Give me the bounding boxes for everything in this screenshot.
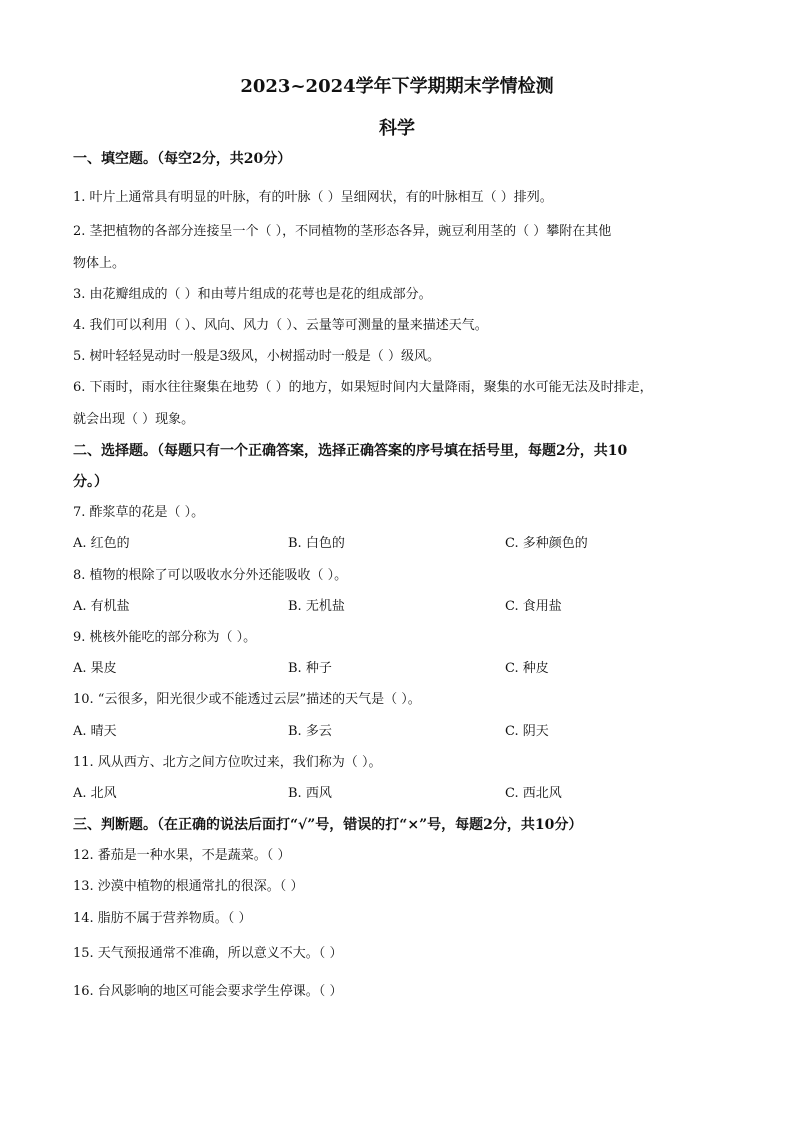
section-heading-multiple-choice-line-1: 二、选择题。（每题只有一个正确答案，选择正确答案的序号填在括号里，每题2分，共10 [73,443,628,459]
question-6-line-1: 6. 下雨时，雨水往往聚集在地势（ ）的地方，如果短时间内大量降雨，聚集的水可能无法及时排走， [73,380,653,395]
question-9-option-b: B. 种子 [288,661,332,676]
question-7: 7. 酢浆草的花是（ ）。 [73,505,205,520]
question-8-option-a: A. 有机盐 [73,599,130,614]
question-12: 12. 番茄是一种水果，不是蔬菜。（ ） [73,848,291,863]
question-13: 13. 沙漠中植物的根通常扎的很深。（ ） [73,879,304,894]
question-4: 4. 我们可以利用（ ）、风向、风力（ ）、云量等可测量的量来描述天气。 [73,318,488,333]
question-7-option-c: C. 多种颜色的 [505,536,588,551]
question-10: 10. “云很多，阳光很少或不能透过云层”描述的天气是（ ）。 [73,692,421,707]
question-2-line-1: 2. 茎把植物的各部分连接呈一个（ ），不同植物的茎形态各异，豌豆利用茎的（ ）攀附在其他 [73,224,612,239]
section-heading-true-false: 三、判断题。（在正确的说法后面打“√”号，错误的打“×”号，每题2分，共10分） [73,817,583,833]
question-11-option-b: B. 西风 [288,786,332,801]
question-2-line-2: 物体上。 [73,256,126,271]
question-16: 16. 台风影响的地区可能会要求学生停课。（ ） [73,984,343,999]
question-10-option-c: C. 阴天 [505,724,549,739]
exam-title: 2023~2024学年下学期期末学情检测 [240,76,554,97]
question-11-option-a: A. 北风 [73,786,117,801]
question-8-option-b: B. 无机盐 [288,599,345,614]
question-9-option-a: A. 果皮 [73,661,117,676]
question-9-option-c: C. 种皮 [505,661,549,676]
question-5: 5. 树叶轻轻晃动时一般是3级风，小树摇动时一般是（ ）级风。 [73,349,440,364]
question-10-option-a: A. 晴天 [73,724,117,739]
question-3: 3. 由花瓣组成的（ ）和由萼片组成的花萼也是花的组成部分。 [73,287,432,302]
question-15: 15. 天气预报通常不准确，所以意义不大。（ ） [73,946,343,961]
section-heading-fill-blank: 一、填空题。（每空2分，共20分） [73,151,292,167]
question-9: 9. 桃核外能吃的部分称为（ ）。 [73,630,257,645]
question-8: 8. 植物的根除了可以吸收水分外还能吸收（ ）。 [73,568,348,583]
section-heading-multiple-choice-line-2: 分。） [73,474,108,490]
question-8-option-c: C. 食用盐 [505,599,562,614]
question-10-option-b: B. 多云 [288,724,332,739]
question-1: 1. 叶片上通常具有明显的叶脉，有的叶脉（ ）呈细网状，有的叶脉相互（ ）排列。 [73,190,553,205]
question-14: 14. 脂肪不属于营养物质。（ ） [73,911,252,926]
question-7-option-b: B. 白色的 [288,536,345,551]
question-6-line-2: 就会出现（ ）现象。 [73,412,195,427]
question-7-option-a: A. 红色的 [73,536,130,551]
question-11: 11. 风从西方、北方之间方位吹过来，我们称为（ ）。 [73,755,382,770]
question-11-option-c: C. 西北风 [505,786,562,801]
subject-title: 科学 [379,118,415,139]
